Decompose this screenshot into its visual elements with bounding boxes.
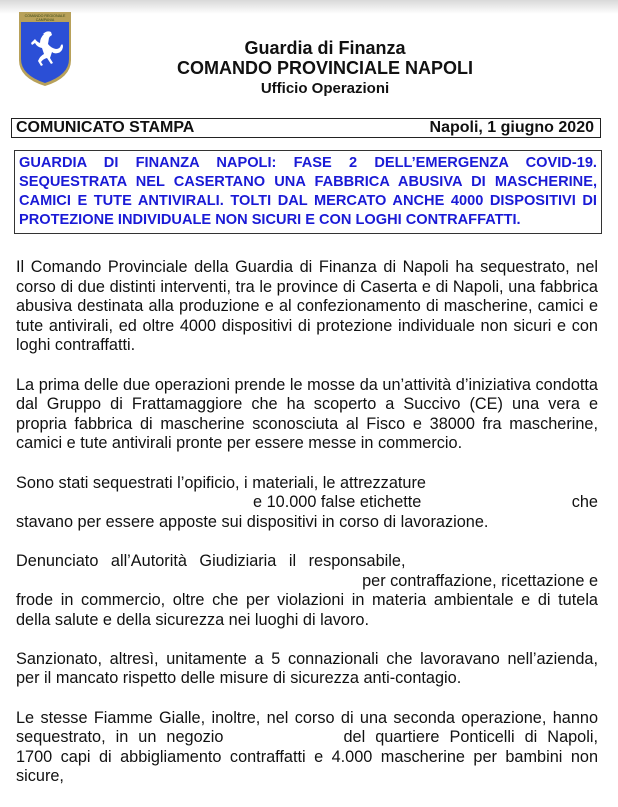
paragraph-5: Sanzionato, altresì, unitamente a 5 connazionali che lavoravano nell’azienda, per il mancato rispetto delle misure di sicurezza anti-contagio. bbox=[16, 649, 598, 688]
paragraph-2: La prima delle due operazioni prende le mosse da un’attività d’iniziativa condotta dal Gruppo di Frattamaggiore che ha scoperto a Succivo (CE) una vera e propria fabbrica di mascherine sconosciuta al Fisco e 38000 fra mascherine, camici e tute antivirali pronte per essere messe in commercio. bbox=[16, 375, 598, 453]
document-header bbox=[150, 38, 500, 98]
headline-box: GUARDIA DI FINANZA NAPOLI: FASE 2 DELL’EMERGENZA COVID-19. SEQUESTRATA NEL CASERTANO UNA FABBRICA ABUSIVA DI MASCHERINE, CAMICI E TUTE ANTIVIRALI. TOLTI DAL MERCATO ANCHE 4000 DISPOSITIVI DI PROTEZIONE INDIVIDUALE NON SICURI E CON LOGHI CONTRAFFATTI. bbox=[14, 150, 602, 234]
paragraph-3-labels-text: e 10.000 false etichette bbox=[253, 493, 422, 512]
paragraph-3-line3: stavano per essere apposte sui dispositivi in corso di lavorazione. bbox=[16, 512, 489, 531]
paragraph-6-part2: del quartiere Ponticelli di Napoli, 1700 capi di abbigliamento contraffatti e 4.000 mascherine per bambini non sicure, bbox=[16, 728, 598, 786]
article-body bbox=[16, 258, 598, 807]
paragraph-3-che: che bbox=[571, 493, 598, 512]
press-release-date: Napoli, 1 giugno 2020 bbox=[429, 119, 594, 136]
logo-banner-line1: COMANDO REGIONALE bbox=[24, 14, 66, 18]
paragraph-6-part1: Le stesse Fiamme Gialle, inoltre, nel corso di una seconda operazione, hanno sequestrato, in un negozio bbox=[16, 708, 598, 747]
paragraph-6 bbox=[16, 709, 598, 787]
paragraph-4-line2: per contraffazione, ricettazione e bbox=[362, 571, 598, 590]
paragraph-4-line1: Denunciato all’Autorità Giudiziaria il responsabile, bbox=[16, 551, 406, 570]
office-name: Ufficio Operazioni bbox=[260, 80, 390, 97]
paragraph-3 bbox=[16, 474, 598, 533]
paragraph-4-rest: frode in commercio, oltre che per violazioni in materia ambientale e di tutela della salute e della sicurezza nei luoghi di lavoro. bbox=[16, 591, 598, 629]
press-release-bar bbox=[11, 118, 601, 138]
top-shadow bbox=[0, 0, 618, 14]
org-name: Guardia di Finanza bbox=[244, 38, 406, 58]
command-name: COMANDO PROVINCIALE NAPOLI bbox=[176, 58, 473, 78]
logo-banner-line2: CAMPANIA bbox=[35, 18, 55, 22]
paragraph-3-line2 bbox=[16, 493, 598, 513]
press-release-label: COMUNICATO STAMPA bbox=[16, 119, 195, 136]
paragraph-4 bbox=[16, 552, 598, 630]
coat-of-arms-icon bbox=[17, 8, 73, 88]
paragraph-3-line1: Sono stati sequestrati l’opificio, i materiali, le attrezzature bbox=[16, 473, 426, 492]
paragraph-1: Il Comando Provinciale della Guardia di Finanza di Napoli ha sequestrato, nel corso di due distinti interventi, tra le province di Caserta e di Napoli, una fabbrica abusiva destinata alla produzione e al confezionamento di mascherine, camici e tute antivirali, ed oltre 4000 dispositivi di protezione individuale non sicuri e con loghi contraffatti. bbox=[16, 258, 598, 355]
